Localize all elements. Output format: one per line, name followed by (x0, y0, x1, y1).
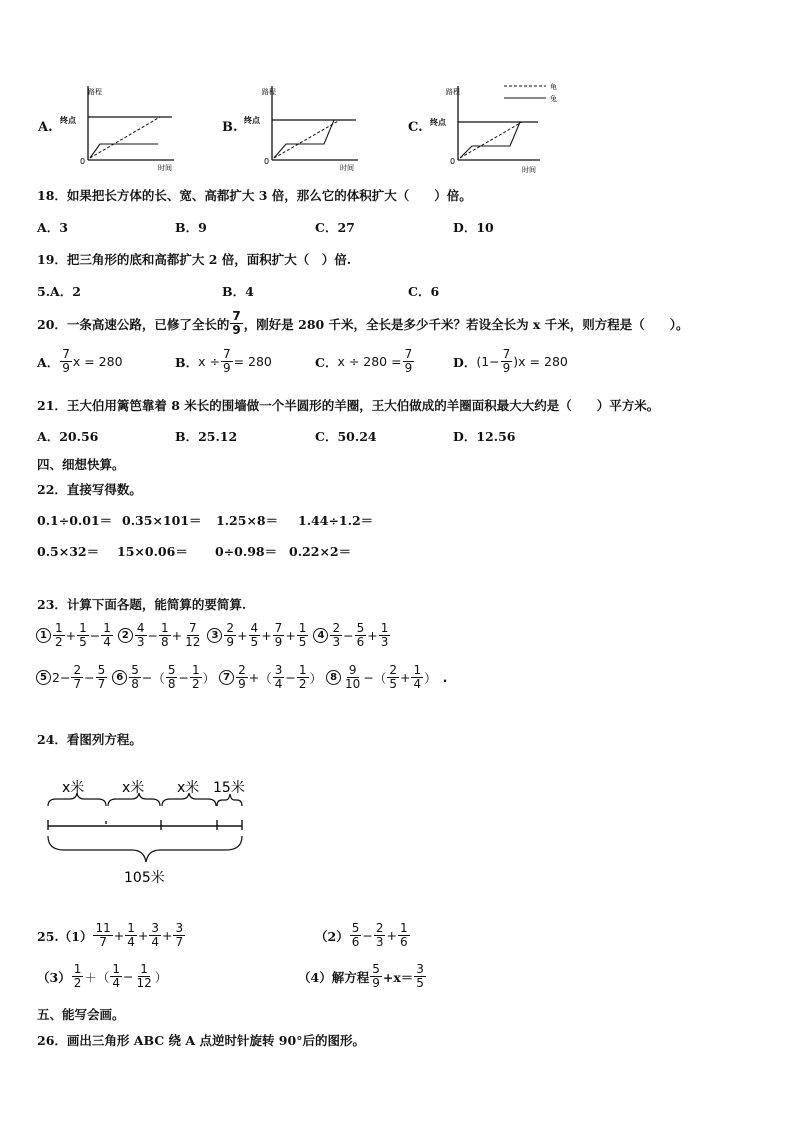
q24-segment-diagram (40, 772, 260, 892)
graph-b-origin: 0 (264, 157, 270, 166)
q20-option-b[interactable]: B． x ÷ $\frac{7}{9}$ = 280 (175, 347, 272, 375)
graph-c-ylabel: 路程 (446, 88, 460, 96)
q19-option-a[interactable]: 5.A．2 (37, 284, 81, 299)
option-a-label[interactable]: A. (38, 120, 53, 135)
q22-item-2: 0.35×101＝ (122, 513, 202, 528)
graph-b-end: 终点 (244, 116, 260, 125)
graph-a-ylabel: 路程 (88, 88, 102, 96)
q23-num-6: 6 (112, 670, 127, 685)
q25-part-3: （3） $\frac{1}{2}$ ＋（ $\frac{1}{4}$ − $\frac{1}{12}$ ） (37, 962, 168, 990)
option-c-label[interactable]: C. (408, 120, 423, 135)
graph-b-ylabel: 路程 (262, 88, 276, 96)
graph-c-origin: 0 (450, 157, 456, 166)
q21-option-a[interactable]: A．20.56 (37, 429, 99, 444)
seg-label-4: 15米 (213, 780, 245, 796)
q22-item-6: 15×0.06＝ (117, 544, 188, 559)
q23-num-7: 7 (219, 670, 234, 685)
q22-item-4: 1.44÷1.2＝ (298, 513, 374, 528)
q20-stem (37, 310, 688, 337)
q22-item-3: 1.25×8＝ (216, 513, 279, 528)
q25-part-1: 25.（1） $\frac{11}{7}$ + $\frac{1}{4}$ + $\frac{3}{4}$ + $\frac{3}{7}$ (37, 921, 184, 949)
q23-row-1: 1 $\frac{1}{2}$ + $\frac{1}{5}$ − $\frac{1}{4}$ 2 $\frac{4}{3}$ − $\frac{1}{8}$ + $\frac{7}{12}$ 3 $\frac{2}{9}$ + $\frac{4}{5}$ + $\frac{7}{9}$ + $\frac{1}{5}$ 4 $\frac{2}{3}$ − $\frac{5}{6}$ + $\frac{1}{3}$ (36, 622, 391, 649)
section-5-heading: 五、能写会画。 (37, 1007, 125, 1022)
q22-stem: 22．直接写得数。 (37, 482, 142, 497)
q22-item-5: 0.5×32＝ (37, 544, 100, 559)
graph-b (242, 82, 362, 172)
q20-option-a[interactable]: A． $\frac{7}{9}$ x = 280 (37, 347, 123, 375)
graph-c (428, 78, 568, 174)
q21-option-c[interactable]: C．50.24 (315, 429, 377, 444)
q22-item-8: 0.22×2＝ (289, 544, 352, 559)
graph-a-origin: 0 (80, 157, 86, 166)
q19-stem: 19．把三角形的底和高都扩大 2 倍，面积扩大（ ）倍. (37, 252, 352, 267)
q18-option-c[interactable]: C．27 (315, 220, 355, 235)
q22-item-1: 0.1÷0.01＝ (37, 513, 113, 528)
legend-dashed-label: 龟 (550, 83, 557, 91)
q19-option-c[interactable]: C．6 (408, 284, 440, 299)
q18-option-a[interactable]: A．3 (37, 220, 68, 235)
q20-stem-b: ，刚好是 280 千米，全长是多少千米？若设全长为 x 千米，则方程是（ ）。 (243, 316, 689, 332)
q21-option-b[interactable]: B．25.12 (175, 429, 238, 444)
q20-fraction: $\frac{7}{9}$ (232, 309, 241, 337)
q18-option-b[interactable]: B．9 (175, 220, 207, 235)
graph-c-xlabel: 时间 (522, 166, 536, 174)
q23-num-5: 5 (36, 670, 51, 685)
q20-option-c[interactable]: C． x ÷ 280 = $\frac{7}{9}$ (315, 347, 413, 375)
q21-stem: 21．王大伯用篱笆靠着 8 米长的围墙做一个半圆形的羊圈，王大伯做成的羊圈面积最大大约是（ ）平方米。 (37, 398, 660, 413)
q23-stem: 23．计算下面各题，能简算的要简算. (37, 597, 247, 612)
seg-label-3: x米 (177, 780, 200, 796)
q23-num-4: 4 (313, 628, 328, 643)
q23-row-2: 5 2 − $\frac{2}{7}$ − $\frac{5}{7}$ 6 $\frac{5}{8}$ − （ $\frac{5}{8}$ − $\frac{1}{2}$ ） 7 $\frac{2}{9}$ + （ $\frac{3}{4}$ − $\frac{1}{2}$ ） 8 $\frac{9}{10}$ − （ $\frac{2}{5}$ + $\frac{1}{4}$ ） . (36, 664, 447, 691)
q20-option-d[interactable]: D． (1− $\frac{7}{9}$ )x = 280 (453, 347, 568, 375)
legend-solid-label: 兔 (550, 95, 557, 103)
graph-a-end: 终点 (60, 116, 76, 125)
q18-stem: 18．如果把长方体的长、宽、高都扩大 3 倍，那么它的体积扩大（ ）倍。 (37, 188, 472, 203)
graph-b-xlabel: 时间 (340, 164, 354, 172)
seg-label-2: x米 (122, 780, 145, 796)
q21-option-d[interactable]: D．12.56 (453, 429, 516, 444)
q23-num-1: 1 (36, 628, 51, 643)
q23-num-8: 8 (326, 670, 341, 685)
section-4-heading: 四、细想快算。 (37, 457, 125, 472)
graph-a (58, 82, 178, 172)
q19-option-b[interactable]: B．4 (222, 284, 254, 299)
q18-option-d[interactable]: D．10 (453, 220, 494, 235)
q26-stem: 26．画出三角形 ABC 绕 A 点逆时针旋转 90°后的图形。 (37, 1033, 365, 1048)
graph-c-end: 终点 (430, 118, 446, 127)
graph-a-xlabel: 时间 (158, 164, 172, 172)
q24-stem: 24．看图列方程。 (37, 732, 142, 747)
q23-num-2: 2 (118, 628, 133, 643)
q23-num-3: 3 (207, 628, 222, 643)
q25-part-4: （4）解方程 $\frac{5}{9}$ +x＝ $\frac{3}{5}$ (298, 962, 424, 990)
q25-part-2: （2） $\frac{5}{6}$ − $\frac{2}{3}$ + $\frac{1}{6}$ (315, 921, 408, 949)
q20-stem-a: 20．一条高速公路，已修了全长的 (37, 316, 230, 332)
total-length-label: 105米 (124, 870, 165, 886)
option-b-label[interactable]: B. (222, 120, 238, 135)
seg-label-1: x米 (62, 780, 85, 796)
q22-item-7: 0÷0.98＝ (215, 544, 278, 559)
